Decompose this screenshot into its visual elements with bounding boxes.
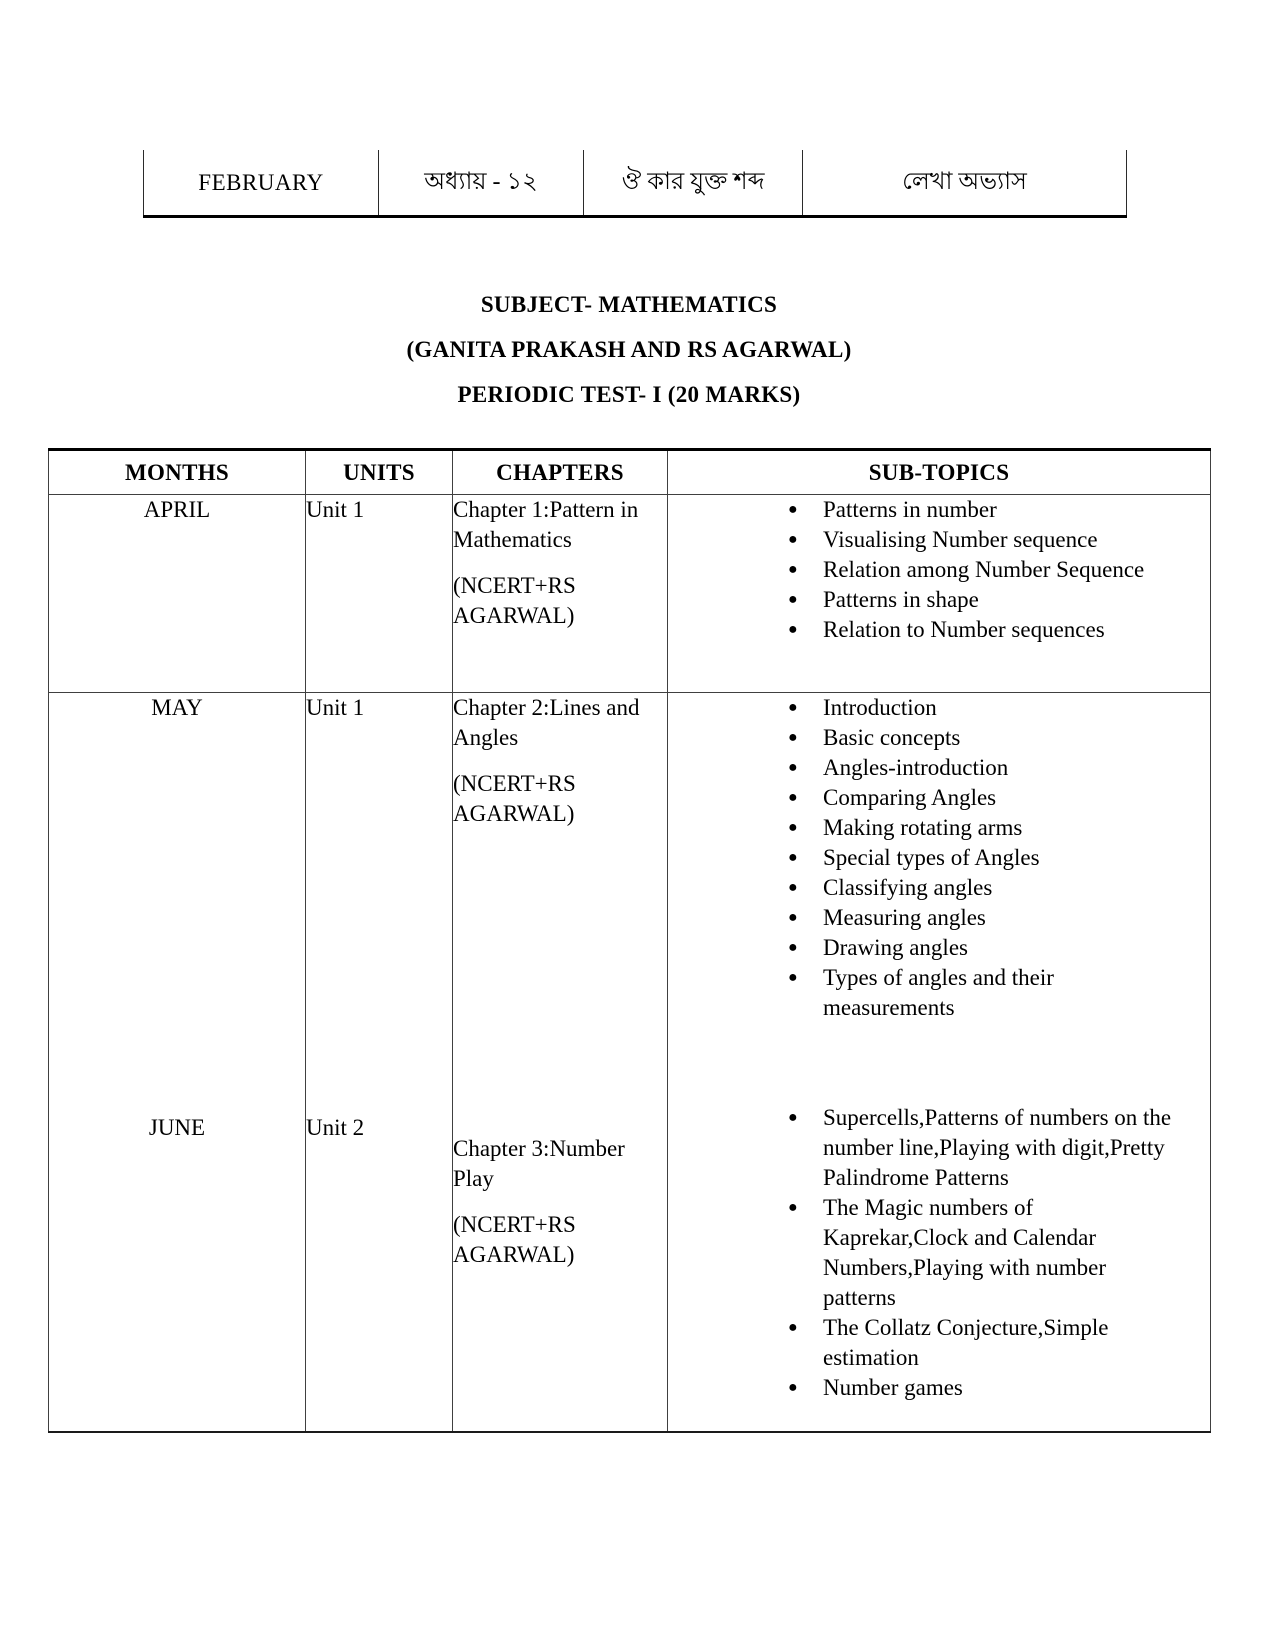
table-row-may-june xyxy=(49,693,1211,1432)
syllabus-table xyxy=(48,448,1211,1433)
subtopics-list-june xyxy=(668,1103,1210,1403)
subtopic-item: ● The Magic numbers of Kaprekar,Clock and Calendar Numbers,Playing with number patterns xyxy=(788,1193,1172,1313)
table-row-april xyxy=(49,495,1211,693)
col-header-subtopics: SUB-TOPICS xyxy=(668,450,1211,495)
col-header-chapters: CHAPTERS xyxy=(453,450,668,495)
subtopic-item: ● Types of angles and their measurements xyxy=(788,963,1172,1023)
subtopic-item: ● Classifying angles xyxy=(788,873,1172,903)
subtopic-item: ● Drawing angles xyxy=(788,933,1172,963)
month-label: FEBRUARY xyxy=(198,169,324,195)
month-cell-february xyxy=(143,150,378,215)
section-headings xyxy=(48,282,1210,417)
subtopic-item: ● Patterns in number xyxy=(788,495,1172,525)
subtopic-item: ● Relation among Number Sequence xyxy=(788,555,1172,585)
topic-cell-bengali xyxy=(583,150,802,215)
month-label-june: JUNE xyxy=(148,1115,206,1140)
table-header-row xyxy=(49,450,1211,495)
subtopic-item: ● Making rotating arms xyxy=(788,813,1172,843)
month-label-may: MAY xyxy=(151,695,203,720)
col-header-units: UNITS xyxy=(306,450,453,495)
chapter-title: Chapter 1:Pattern in Mathematics xyxy=(453,497,639,552)
chapter-block-june xyxy=(453,1134,667,1270)
subtopics-cell xyxy=(668,693,1211,1432)
books-heading: (GANITA PRAKASH AND RS AGARWAL) xyxy=(406,337,852,362)
unit-label: Unit 1 xyxy=(306,497,365,522)
subtopic-item: ● Introduction xyxy=(788,693,1172,723)
units-cell xyxy=(306,693,453,1432)
unit-label-2: Unit 2 xyxy=(306,1115,365,1140)
subtopic-item: ● Patterns in shape xyxy=(788,585,1172,615)
chapter-label: অধ্যায় - ১২ xyxy=(424,168,538,195)
units-cell xyxy=(306,495,453,693)
chapters-cell xyxy=(453,693,668,1432)
subtopic-item: ● Relation to Number sequences xyxy=(788,615,1172,645)
unit-label-1: Unit 1 xyxy=(306,695,365,720)
chapter-block-may xyxy=(453,693,667,829)
subtopic-item: ● Visualising Number sequence xyxy=(788,525,1172,555)
chapters-cell xyxy=(453,495,668,693)
chapter-books: (NCERT+RS AGARWAL) xyxy=(453,771,576,826)
months-cell xyxy=(49,693,306,1432)
col-header-months: MONTHS xyxy=(49,450,306,495)
subtopic-item: ● Basic concepts xyxy=(788,723,1172,753)
subtopic-item: ● Supercells,Patterns of numbers on the number line,Playing with digit,Pretty Palindrome Patterns xyxy=(788,1103,1172,1193)
subject-heading: SUBJECT- MATHEMATICS xyxy=(480,292,778,317)
subtopic-item: ● Number games xyxy=(788,1373,1172,1403)
subtopic-item: ● The Collatz Conjecture,Simple estimation xyxy=(788,1313,1172,1373)
subtopic-item: ● Special types of Angles xyxy=(788,843,1172,873)
february-syllabus-row xyxy=(143,150,1127,218)
activity-cell-bengali xyxy=(802,150,1127,215)
subtopic-item: ● Measuring angles xyxy=(788,903,1172,933)
subtopics-list-may xyxy=(668,693,1210,1023)
month-label-april: APRIL xyxy=(143,497,211,522)
topic-label: ঔ কার যুক্ত শব্দ xyxy=(621,168,765,195)
subtopics-cell xyxy=(668,495,1211,693)
chapter-cell-bengali xyxy=(378,150,583,215)
chapter-books: (NCERT+RS AGARWAL) xyxy=(453,573,576,628)
chapter-title: Chapter 3:Number Play xyxy=(453,1136,625,1191)
months-cell xyxy=(49,495,306,693)
activity-label: লেখা অভ্যাস xyxy=(902,168,1027,195)
subtopic-item: ● Angles-introduction xyxy=(788,753,1172,783)
chapter-books: (NCERT+RS AGARWAL) xyxy=(453,1212,576,1267)
periodic-test-heading: PERIODIC TEST- I (20 MARKS) xyxy=(457,382,801,407)
chapter-block xyxy=(453,495,667,631)
subtopics-list-april xyxy=(668,495,1210,645)
subtopic-item: ● Comparing Angles xyxy=(788,783,1172,813)
chapter-title: Chapter 2:Lines and Angles xyxy=(453,695,640,750)
